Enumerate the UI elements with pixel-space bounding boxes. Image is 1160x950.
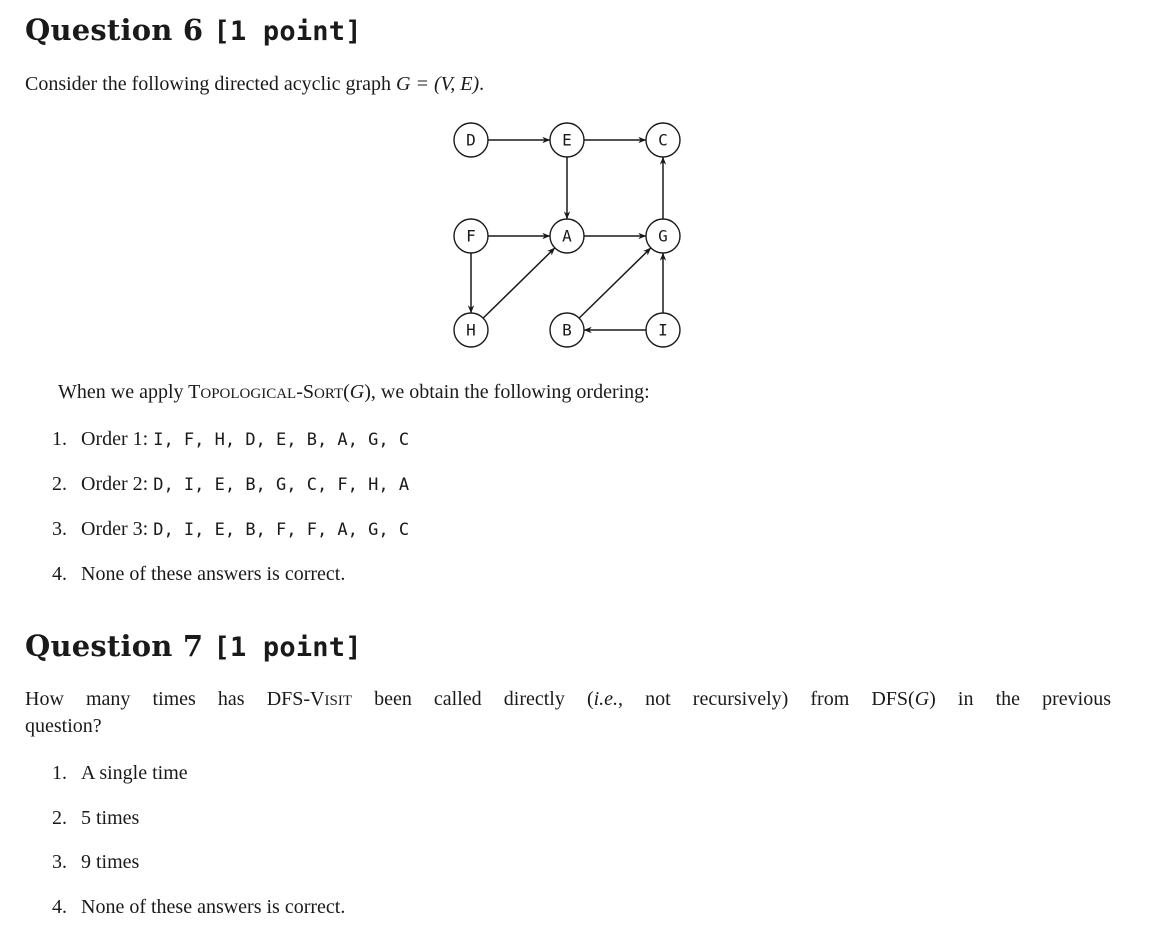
intro-text: Consider the following directed acyclic graph (25, 73, 396, 95)
apply-text-b: -S (296, 381, 315, 403)
node-label: I (658, 320, 668, 340)
option-4[interactable] (52, 896, 345, 919)
node-e (550, 123, 584, 157)
option-2[interactable] (52, 473, 409, 496)
node-h (454, 313, 488, 347)
dag-graph (430, 110, 700, 360)
option-4[interactable] (52, 563, 345, 586)
question-7-text-line2 (25, 713, 102, 740)
option-3[interactable] (52, 518, 409, 541)
node-label: F (466, 226, 476, 246)
option-number: 1. (52, 428, 67, 450)
apply-text-sc: OPOLOGICAL (200, 386, 297, 402)
node-c (646, 123, 680, 157)
option-label: None of these answers is correct. (81, 563, 346, 585)
option-1[interactable] (52, 428, 409, 451)
node-label: C (658, 130, 668, 150)
option-label: None of these answers is correct. (81, 896, 346, 918)
node-label: B (562, 320, 572, 340)
option-number: 4. (52, 563, 67, 585)
option-order: D, I, E, B, G, C, F, H, A (153, 475, 410, 495)
node-b (550, 313, 584, 347)
option-order: I, F, H, D, E, B, A, G, C (153, 430, 410, 450)
option-number: 3. (52, 518, 67, 540)
node-d (454, 123, 488, 157)
question-7-text (25, 686, 1111, 715)
edge-h-to-a (483, 248, 554, 318)
node-label: H (466, 320, 476, 340)
node-label: D (466, 130, 476, 150)
option-label: Order 3: (81, 518, 149, 540)
question-7-title: Question 7 (25, 629, 204, 663)
option-number: 3. (52, 851, 67, 873)
node-label: E (562, 130, 572, 150)
option-number: 4. (52, 896, 67, 918)
question-6-title: Question 6 (25, 13, 204, 47)
intro-math: G = (V, E) (396, 73, 480, 95)
question-7-points: [1 point] (213, 632, 362, 663)
apply-text-a: When we apply T (58, 381, 201, 403)
node-label: G (658, 226, 668, 246)
question-6-apply-text (58, 379, 650, 408)
option-label: A single time (81, 762, 188, 784)
q7-text-a: How many times has DFS-V (25, 688, 325, 710)
q7-text-d: ) in the previous (929, 688, 1111, 710)
q7-text-c: , not recursively) from DFS( (618, 688, 915, 710)
option-number: 1. (52, 762, 67, 784)
node-i (646, 313, 680, 347)
option-3[interactable] (52, 851, 139, 874)
node-f (454, 219, 488, 253)
q7-text-line2: question? (25, 715, 102, 737)
apply-text-d: ), we obtain the following ordering: (364, 381, 650, 403)
question-7-heading (25, 629, 362, 663)
apply-text-sc2: ORT (314, 386, 344, 402)
apply-text-c: ( (343, 381, 350, 403)
question-6-heading (25, 13, 362, 47)
question-6-points: [1 point] (213, 16, 362, 47)
option-label: Order 1: (81, 428, 149, 450)
q7-text-sc: ISIT (324, 693, 352, 709)
q7-math: G (914, 688, 930, 710)
node-g (646, 219, 680, 253)
intro-period: . (479, 73, 485, 95)
option-2[interactable] (52, 807, 139, 830)
option-number: 2. (52, 807, 67, 829)
option-1[interactable] (52, 762, 188, 785)
q7-text-b: been called directly ( (351, 688, 594, 710)
option-number: 2. (52, 473, 67, 495)
node-label: A (562, 226, 572, 246)
option-order: D, I, E, B, F, F, A, G, C (153, 520, 410, 540)
apply-math: G (349, 381, 365, 403)
q7-text-ie: i.e. (593, 688, 619, 710)
option-label: 9 times (81, 851, 140, 873)
node-a (550, 219, 584, 253)
edge-b-to-g (579, 248, 650, 318)
question-6-intro (25, 71, 484, 98)
option-label: 5 times (81, 807, 140, 829)
option-label: Order 2: (81, 473, 149, 495)
